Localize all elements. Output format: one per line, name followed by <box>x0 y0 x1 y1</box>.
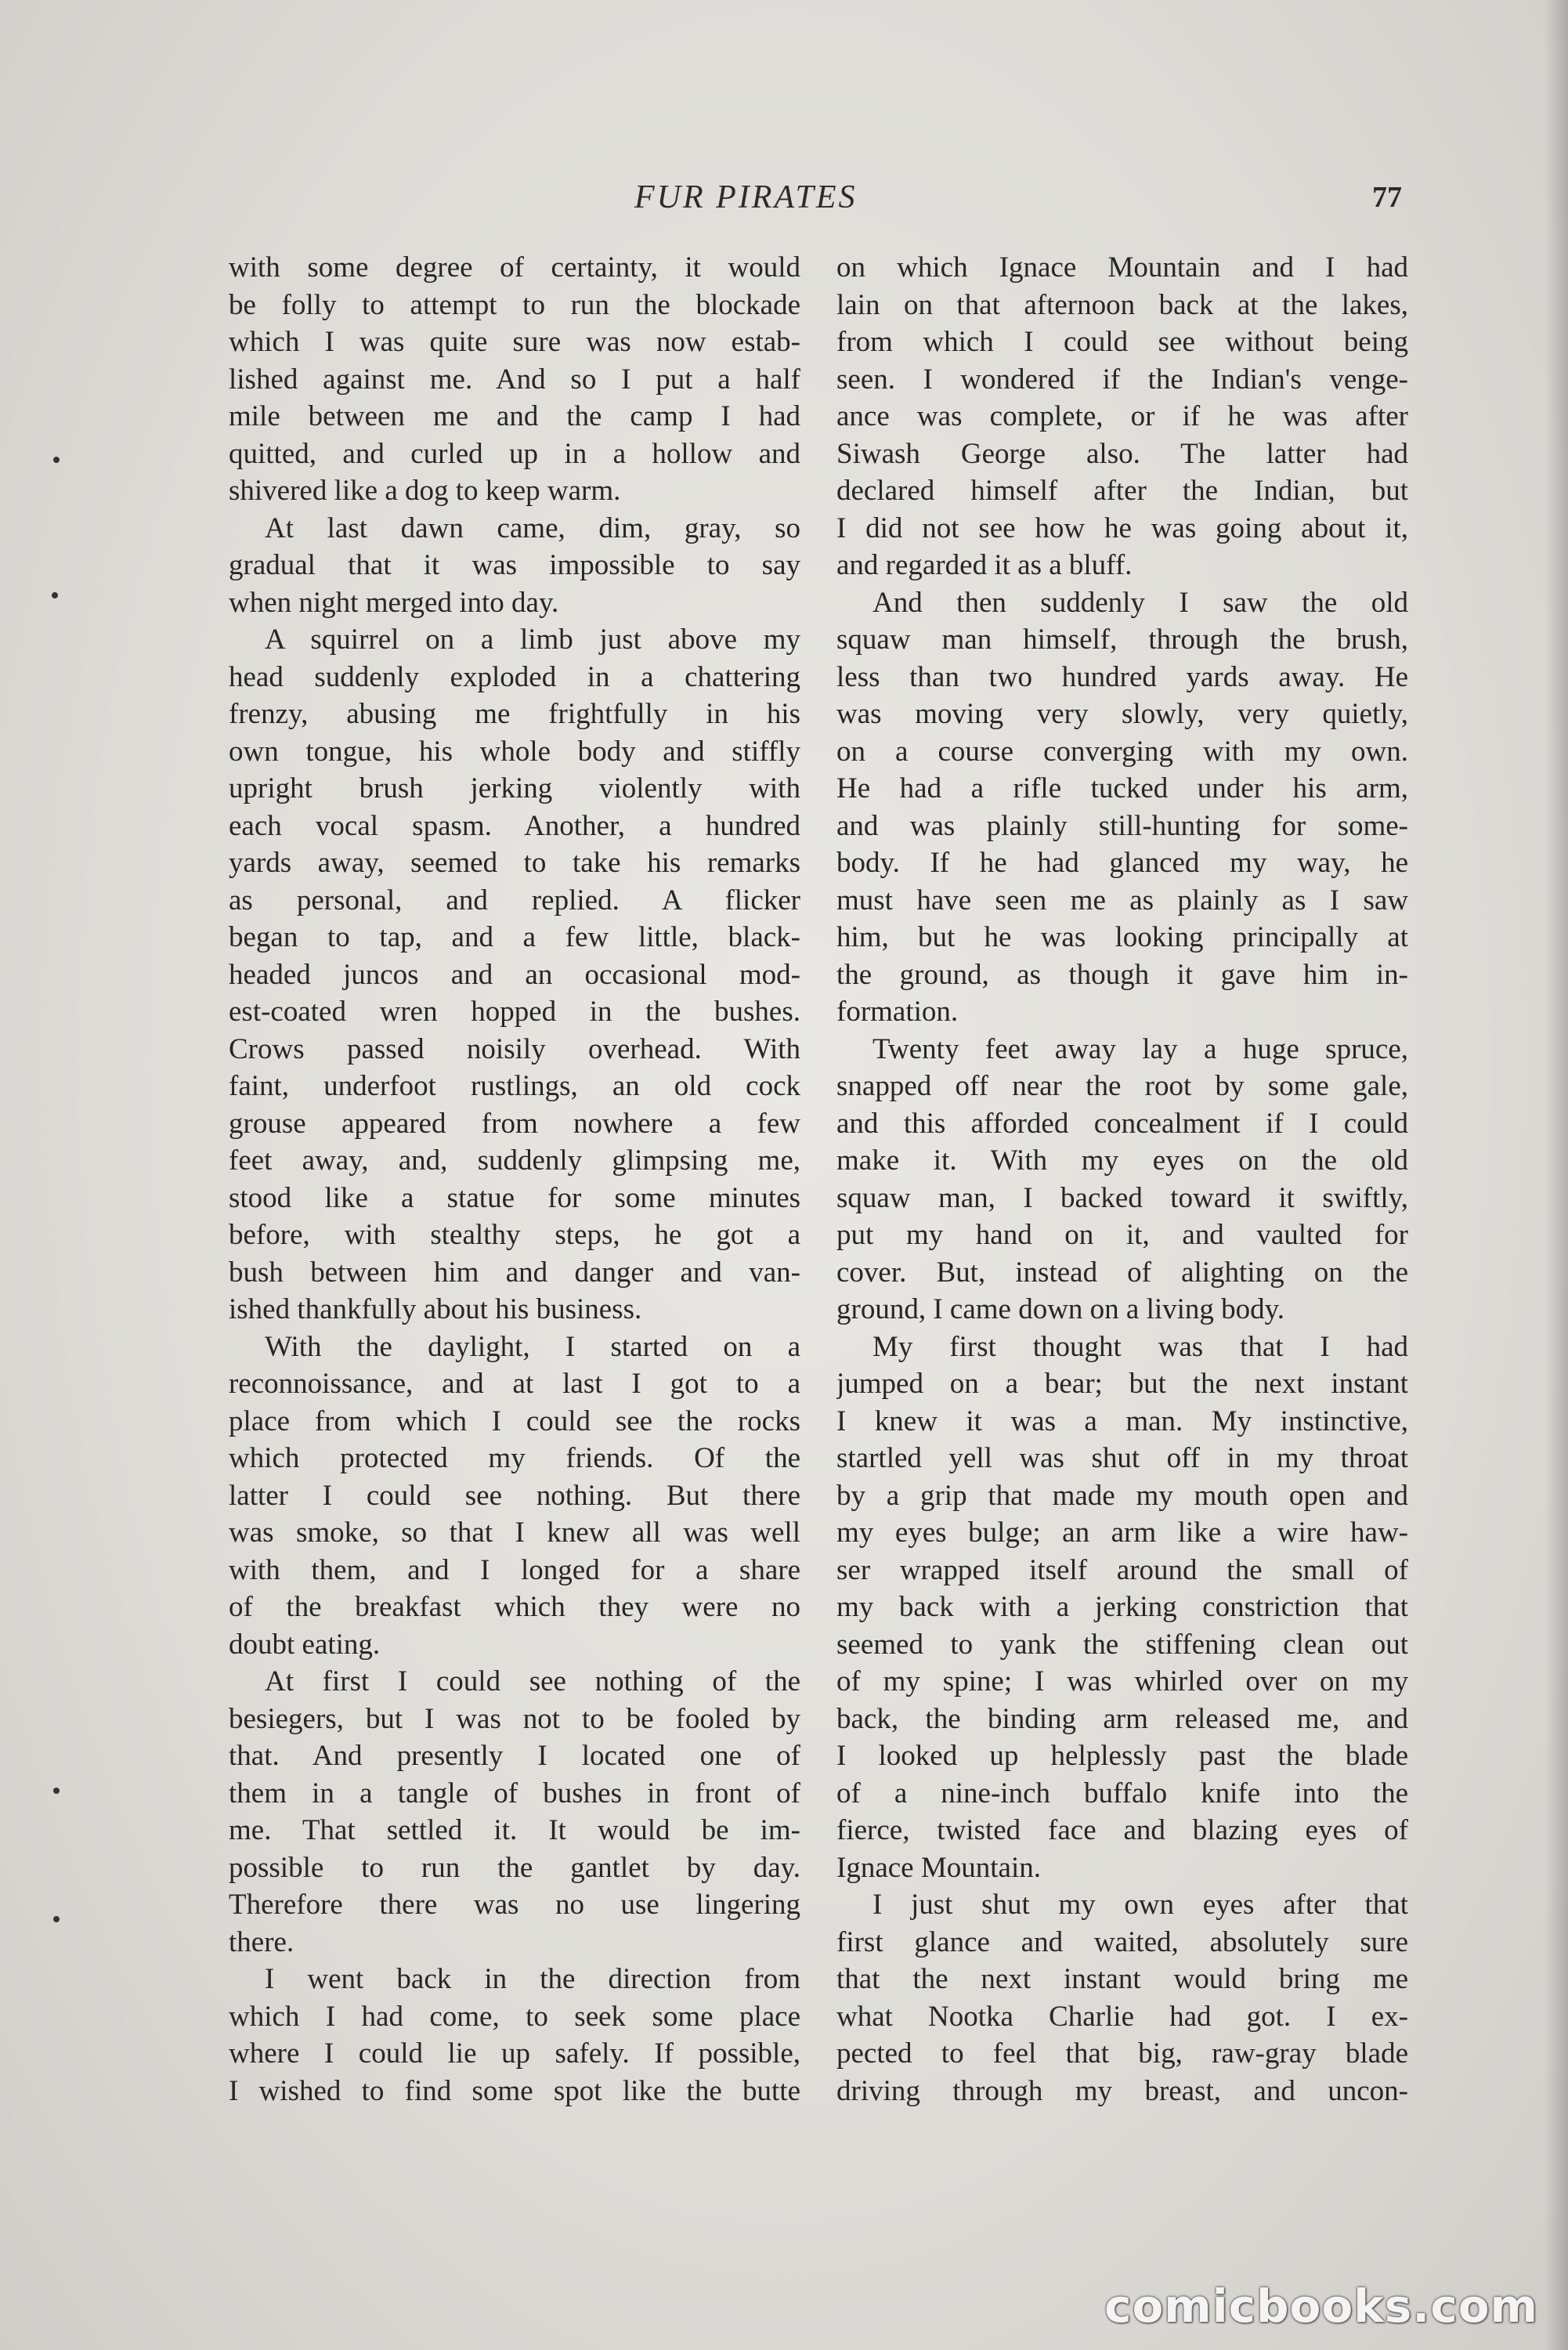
text-line: shivered like a dog to keep warm. <box>229 475 621 507</box>
text-line: I knew it was a man. My instinctive, <box>836 1405 1408 1437</box>
text-line: by a grip that made my mouth open and <box>836 1479 1408 1512</box>
text-line: lished against me. And so I put a half <box>229 363 800 396</box>
text-line: headed juncos and an occasional mod- <box>229 958 800 991</box>
text-line: jumped on a bear; but the next instant <box>836 1368 1408 1400</box>
text-line: quitted, and curled up in a hollow and <box>229 437 800 470</box>
text-line: faint, underfoot rustlings, an old cock <box>229 1070 800 1102</box>
text-line: of the breakfast which they were no <box>229 1591 800 1623</box>
text-line: Therefore there was no use lingering <box>229 1889 800 1921</box>
binding-hole-mark <box>53 1916 60 1922</box>
text-line: besiegers, but I was not to be fooled by <box>229 1702 800 1735</box>
text-line: A squirrel on a limb just above my <box>265 624 800 656</box>
text-line: put my hand on it, and vaulted for <box>836 1219 1408 1251</box>
right-text-column <box>836 249 1408 2110</box>
text-line: ground, I came down on a living body. <box>836 1293 1285 1325</box>
text-line: must have seen me as plainly as I saw <box>836 884 1408 916</box>
text-line: feet away, and, suddenly glimpsing me, <box>229 1144 800 1177</box>
text-line: I looked up helplessly past the blade <box>836 1740 1408 1772</box>
text-line: be folly to attempt to run the blockade <box>229 288 800 321</box>
text-line: Twenty feet away lay a huge spruce, <box>873 1032 1408 1065</box>
text-line: with them, and I longed for a share <box>229 1553 800 1586</box>
text-line: first glance and waited, absolutely sure <box>836 1925 1408 1958</box>
text-line: I just shut my own eyes after that <box>873 1889 1408 1921</box>
text-line: seemed to yank the stiffening clean out <box>836 1628 1408 1661</box>
text-line: bush between him and danger and van- <box>229 1256 800 1289</box>
text-line: and this afforded concealment if I could <box>836 1107 1408 1140</box>
text-line: I went back in the direction from <box>265 1963 800 1995</box>
text-line: At last dawn came, dim, gray, so <box>265 512 800 544</box>
text-line: as personal, and replied. A flicker <box>229 884 800 916</box>
text-line: cover. But, instead of alighting on the <box>836 1256 1408 1289</box>
text-line: which I had come, to seek some place <box>229 2000 800 2033</box>
text-line: my back with a jerking constriction that <box>836 1591 1408 1623</box>
text-line: ance was complete, or if he was after <box>836 400 1408 432</box>
binding-hole-mark <box>53 1788 60 1794</box>
text-line: driving through my breast, and uncon- <box>836 2074 1408 2107</box>
text-line: what Nootka Charlie had got. I ex- <box>836 2000 1408 2033</box>
text-line: that the next instant would bring me <box>836 1963 1408 1995</box>
text-line: declared himself after the Indian, but <box>836 475 1408 507</box>
text-line: on which Ignace Mountain and I had <box>836 251 1408 284</box>
text-line: doubt eating. <box>229 1628 381 1661</box>
text-line: them in a tangle of bushes in front of <box>229 1777 800 1810</box>
text-line: began to tap, and a few little, black- <box>229 921 800 953</box>
page-number: 77 <box>1372 181 1402 214</box>
text-line: with some degree of certainty, it would <box>229 251 800 284</box>
left-text-column <box>229 249 800 2110</box>
text-line: before, with stealthy steps, he got a <box>229 1219 800 1251</box>
text-line: from which I could see without being <box>836 326 1408 358</box>
text-line: body. If he had glanced my way, he <box>836 847 1408 879</box>
text-line: I wished to find some spot like the butte <box>229 2074 800 2107</box>
text-line: mile between me and the camp I had <box>229 400 800 432</box>
text-line: which protected my friends. Of the <box>229 1442 800 1474</box>
text-line: him, but he was looking principally at <box>836 921 1408 953</box>
text-line: ished thankfully about his business. <box>229 1293 642 1325</box>
text-line: head suddenly exploded in a chattering <box>229 660 800 693</box>
text-line: there. <box>229 1925 294 1958</box>
text-line: of my spine; I was whirled over on my <box>836 1665 1408 1697</box>
watermark-logo: comicbooks.com <box>1104 2280 1538 2333</box>
text-line: possible to run the gantlet by day. <box>229 1851 800 1884</box>
text-line: make it. With my eyes on the old <box>836 1144 1408 1177</box>
text-line: place from which I could see the rocks <box>229 1405 800 1437</box>
text-line: grouse appeared from nowhere a few <box>229 1107 800 1140</box>
text-line: gradual that it was impossible to say <box>229 549 800 581</box>
text-line: seen. I wondered if the Indian's venge- <box>836 363 1408 396</box>
text-line: stood like a statue for some minutes <box>229 1181 800 1214</box>
text-line: less than two hundred yards away. He <box>836 660 1408 693</box>
text-line: Ignace Mountain. <box>836 1851 1041 1884</box>
text-line: squaw man himself, through the brush, <box>836 624 1408 656</box>
text-line: and regarded it as a bluff. <box>836 549 1133 581</box>
text-line: reconnoissance, and at last I got to a <box>229 1368 800 1400</box>
binding-hole-mark <box>52 592 58 598</box>
text-line: when night merged into day. <box>229 586 559 619</box>
text-line: fierce, twisted face and blazing eyes of <box>836 1814 1408 1846</box>
text-line: est-coated wren hopped in the bushes. <box>229 996 800 1028</box>
text-line: back, the binding arm released me, and <box>836 1702 1408 1735</box>
text-line: was smoke, so that I knew all was well <box>229 1517 800 1549</box>
text-line: where I could lie up safely. If possible, <box>229 2037 800 2070</box>
text-line: pected to feel that big, raw-gray blade <box>836 2037 1408 2070</box>
text-line: that. And presently I located one of <box>229 1740 800 1772</box>
text-line: Siwash George also. The latter had <box>836 437 1408 470</box>
text-line: My first thought was that I had <box>873 1330 1408 1363</box>
text-line: was moving very slowly, very quietly, <box>836 698 1408 730</box>
text-line: Crows passed noisily overhead. With <box>229 1032 800 1065</box>
text-line: formation. <box>836 996 959 1028</box>
text-line: upright brush jerking violently with <box>229 772 800 804</box>
text-line: the ground, as though it gave him in- <box>836 958 1408 991</box>
text-line: squaw man, I backed toward it swiftly, <box>836 1181 1408 1214</box>
running-title: FUR PIRATES <box>634 179 858 215</box>
text-line: own tongue, his whole body and stiffly <box>229 735 800 768</box>
text-line: latter I could see nothing. But there <box>229 1479 800 1512</box>
text-line: and was plainly still-hunting for some- <box>836 809 1408 842</box>
page-header <box>227 179 1402 226</box>
text-line: And then suddenly I saw the old <box>873 586 1408 619</box>
text-line: of a nine-inch buffalo knife into the <box>836 1777 1408 1810</box>
text-line: At first I could see nothing of the <box>265 1665 800 1697</box>
text-line: lain on that afternoon back at the lakes, <box>836 288 1408 321</box>
text-line: frenzy, abusing me frightfully in his <box>229 698 800 730</box>
text-line: I did not see how he was going about it, <box>836 512 1408 544</box>
text-line: He had a rifle tucked under his arm, <box>836 772 1408 804</box>
text-line: ser wrapped itself around the small of <box>836 1553 1408 1586</box>
text-line: With the daylight, I started on a <box>265 1330 800 1363</box>
binding-hole-mark <box>53 457 60 463</box>
text-line: me. That settled it. It would be im- <box>229 1814 800 1846</box>
text-line: which I was quite sure was now estab- <box>229 326 800 358</box>
text-line: snapped off near the root by some gale, <box>836 1070 1408 1102</box>
text-line: yards away, seemed to take his remarks <box>229 847 800 879</box>
text-line: startled yell was shut off in my throat <box>836 1442 1408 1474</box>
page-edge-shadow <box>1545 0 1568 2350</box>
text-line: on a course converging with my own. <box>836 735 1408 768</box>
text-line: my eyes bulge; an arm like a wire haw- <box>836 1517 1408 1549</box>
text-line: each vocal spasm. Another, a hundred <box>229 809 800 842</box>
